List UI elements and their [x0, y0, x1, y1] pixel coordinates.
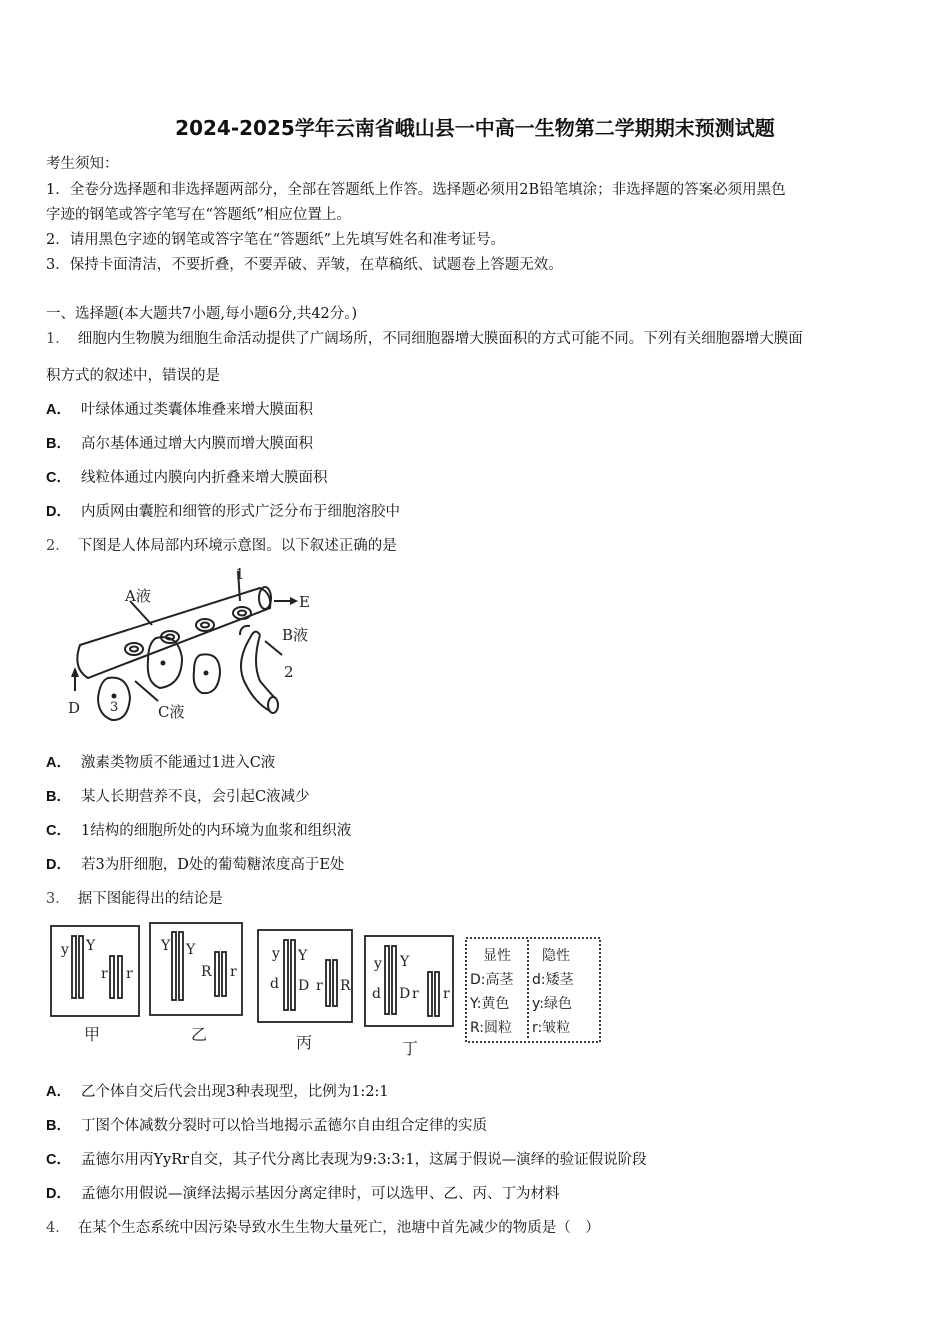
- cell-caption-jia: 甲: [84, 1025, 101, 1044]
- legend-head-dominant: 显性: [483, 948, 511, 964]
- svg-text:Y: Y: [161, 938, 171, 954]
- q2-option-d[interactable]: D． 若3为肝细胞，D处的葡萄糖浓度高于E处: [46, 857, 345, 873]
- q1-option-c[interactable]: C． 线粒体通过内膜向内折叠来增大膜面积: [46, 470, 328, 486]
- q3-option-d[interactable]: D． 孟德尔用假说—演绎法揭示基因分离定律时，可以选甲、乙、丙、丁为材料: [46, 1186, 560, 1202]
- svg-text:R: R: [201, 964, 212, 980]
- cell-caption-yi: 乙: [191, 1025, 208, 1044]
- svg-text:d: d: [270, 976, 279, 992]
- notice-item-1-cont: 字迹的钢笔或答字笔写在“答题纸”相应位置上。: [46, 207, 351, 223]
- svg-text:D: D: [298, 978, 310, 994]
- q2-option-c[interactable]: C． 1结构的细胞所处的内环境为血浆和组织液: [46, 823, 352, 839]
- svg-text:Y: Y: [186, 942, 196, 958]
- notice-item-2: 2．请用黑色字迹的钢笔或答字笔在“答题纸”上先填写姓名和准考证号。: [46, 232, 506, 248]
- svg-text:R:圆粒: R:圆粒: [470, 1020, 513, 1036]
- q2-option-b[interactable]: B． 某人长期营养不良，会引起C液减少: [46, 789, 310, 805]
- svg-text:R: R: [340, 978, 351, 994]
- svg-text:y: y: [374, 956, 382, 972]
- svg-text:Y: Y: [298, 948, 308, 964]
- legend-head-recessive: 隐性: [542, 948, 570, 964]
- svg-text:D: D: [399, 986, 411, 1002]
- q2-stem: 2． 下图是人体局部内环境示意图。以下叙述正确的是: [46, 538, 397, 554]
- fig2-label-e: E: [299, 593, 310, 611]
- q4-stem: 4． 在某个生态系统中因污染导致水生生物大量死亡，池塘中首先减少的物质是（ ）: [46, 1220, 600, 1236]
- svg-text:d:矮茎: d:矮茎: [532, 972, 574, 988]
- fig2-label-d: D: [68, 699, 81, 717]
- svg-text:r: r: [126, 966, 133, 982]
- svg-text:r: r: [412, 986, 419, 1002]
- q3-option-c[interactable]: C． 孟德尔用丙YyRr自交，其子代分离比表现为9:3:3:1，这属于假说—演绎的验证假说阶段: [46, 1152, 647, 1168]
- q4-number: 4．: [46, 1220, 70, 1236]
- svg-text:r: r: [230, 964, 237, 980]
- svg-text:d: d: [372, 986, 381, 1002]
- q1-stem-line2: 积方式的叙述中，错误的是: [46, 368, 220, 384]
- svg-text:y: y: [272, 946, 280, 962]
- section-heading: 一、选择题(本大题共7小题,每小题6分,共42分。): [46, 306, 358, 322]
- svg-text:r: r: [101, 966, 108, 982]
- q1-option-b[interactable]: B． 高尔基体通过增大内膜而增大膜面积: [46, 436, 313, 452]
- cell-caption-bing: 丙: [296, 1033, 313, 1052]
- page-title: 2024-2025学年云南省峨山县一中高一生物第二学期期末预测试题: [175, 116, 775, 140]
- notice-item-1: 1．全卷分选择题和非选择题两部分，全部在答题纸上作答。选择题必须用2B铅笔填涂；非选择题的答案必须用黑色: [46, 182, 786, 198]
- q2-option-a[interactable]: A． 激素类物质不能通过1进入C液: [46, 755, 276, 771]
- q1-option-d[interactable]: D． 内质网由囊腔和细管的形式广泛分布于细胞溶胶中: [46, 504, 400, 520]
- svg-text:Y: Y: [400, 954, 410, 970]
- fig2-label-2: 2: [284, 663, 294, 681]
- svg-text:r: r: [443, 986, 450, 1002]
- q1-number: 1．: [46, 331, 70, 347]
- svg-text:y: y: [61, 942, 69, 958]
- svg-text:Y:黄色: Y:黄色: [470, 996, 510, 1012]
- fig2-label-b: B液: [282, 626, 309, 644]
- q2-number: 2．: [46, 538, 70, 554]
- genotype-figure: [46, 918, 606, 1063]
- svg-text:r: r: [316, 978, 323, 994]
- fig2-label-1: 1: [235, 565, 245, 583]
- q3-option-b[interactable]: B． 丁图个体减数分裂时可以恰当地揭示孟德尔自由组合定律的实质: [46, 1118, 487, 1134]
- q3-stem: 3． 据下图能得出的结论是: [46, 891, 223, 907]
- cell-caption-ding: 丁: [402, 1039, 419, 1058]
- q1-stem: [46, 327, 803, 348]
- q3-option-a[interactable]: A． 乙个体自交后代会出现3种表现型，比例为1:2:1: [46, 1084, 389, 1100]
- fig2-label-a: A液: [125, 587, 151, 605]
- q1-option-a[interactable]: A． 叶绿体通过类囊体堆叠来增大膜面积: [46, 402, 313, 418]
- notice-item-3: 3．保持卡面清洁，不要折叠，不要弄破、弄皱，在草稿纸、试题卷上答题无效。: [46, 257, 563, 273]
- q1-stem-line1: 细胞内生物膜为细胞生命活动提供了广阔场所，不同细胞器增大膜面积的方式可能不同。下列有关细胞器增大膜面: [77, 331, 803, 347]
- svg-text:y:绿色: y:绿色: [532, 996, 572, 1012]
- fig2-label-3: 3: [110, 700, 119, 715]
- notice-heading: 考生须知：: [46, 156, 119, 172]
- svg-text:r:皱粒: r:皱粒: [532, 1020, 571, 1036]
- svg-text:D:高茎: D:高茎: [470, 972, 514, 988]
- q3-number: 3．: [46, 891, 70, 907]
- internal-environment-figure: [60, 563, 330, 728]
- svg-text:Y: Y: [86, 938, 96, 954]
- fig2-label-c: C液: [158, 703, 185, 721]
